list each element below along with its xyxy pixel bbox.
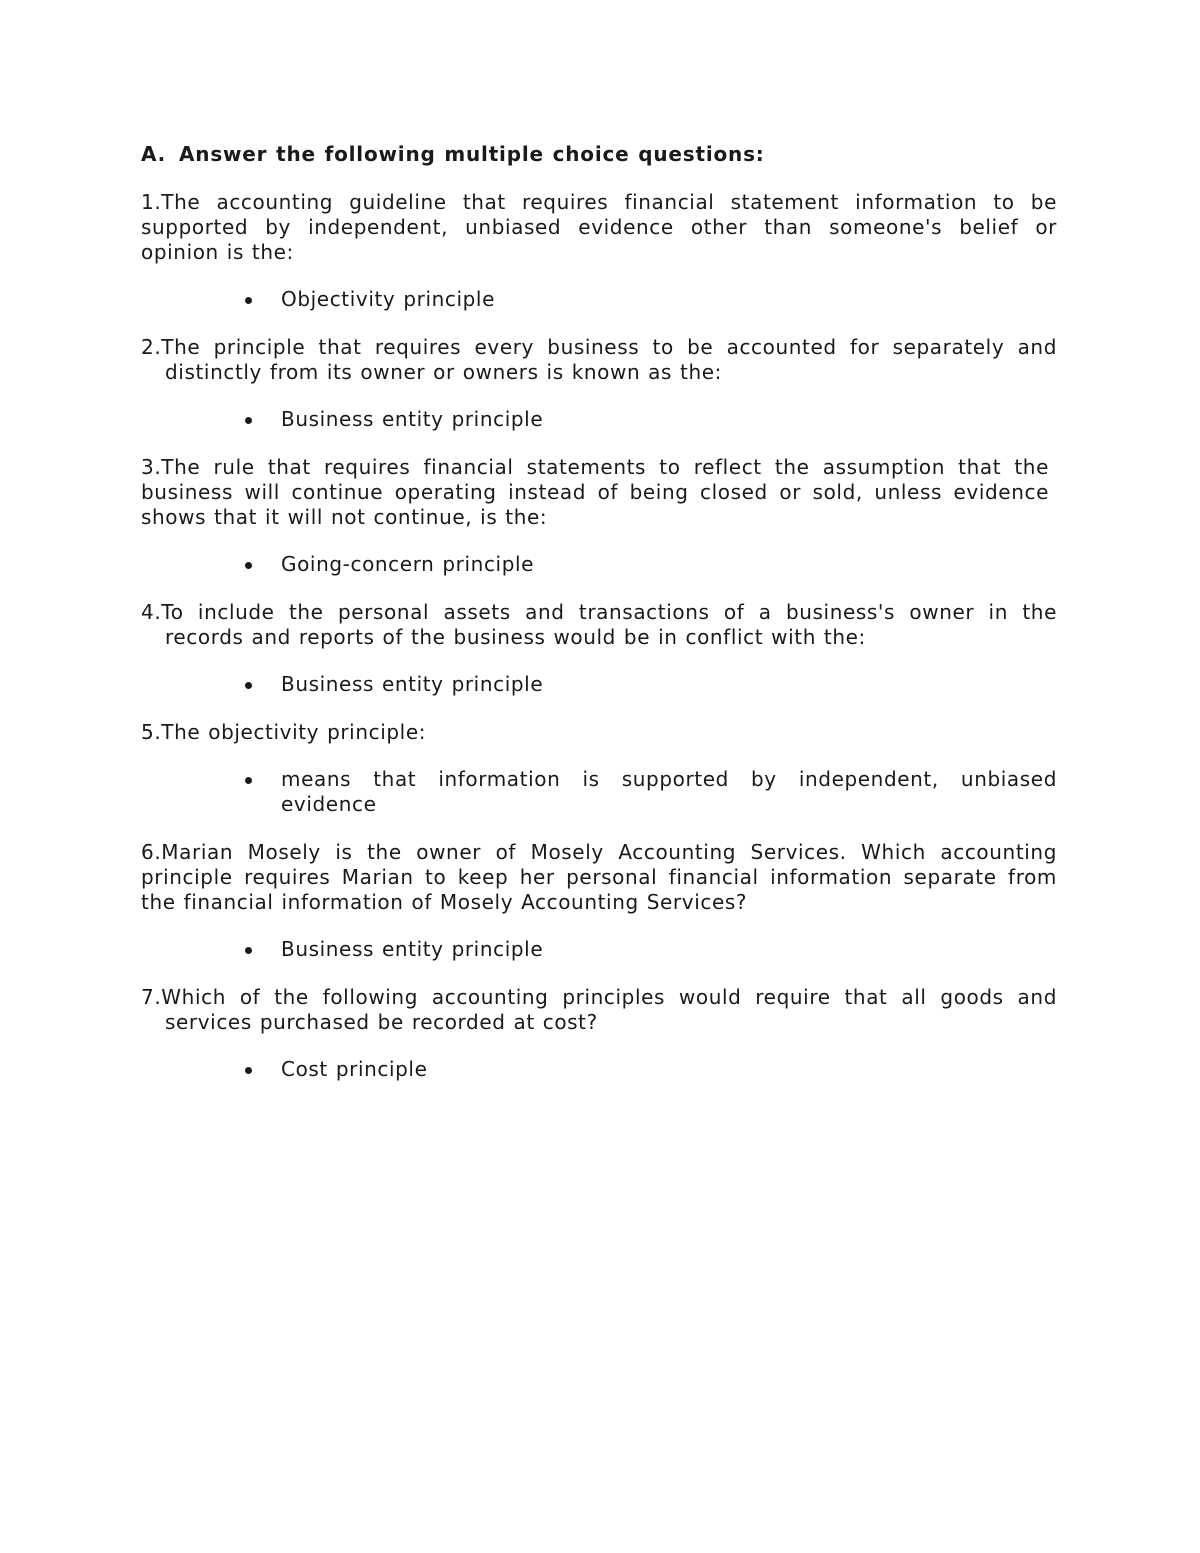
answer-list-4 — [141, 672, 1057, 697]
answer-list-5 — [141, 767, 1057, 817]
question-text: The accounting guideline that requires financial statement information to be supported by independent, unbiased evidence other than someone's belief or opinion is the: — [141, 190, 1057, 264]
question-text: To include the personal assets and transactions of a business's owner in the records and reports of the business would be in conflict with the: — [161, 600, 1057, 649]
answer-item — [245, 407, 1057, 432]
answer-list-3 — [141, 552, 1057, 577]
bullet-icon — [245, 682, 252, 689]
question-5 — [141, 720, 1057, 745]
section-letter: A. — [141, 142, 167, 166]
bullet-icon — [245, 417, 252, 424]
question-text: The objectivity principle: — [161, 720, 427, 744]
answer-text: Objectivity principle — [281, 287, 495, 311]
answer-text: Business entity principle — [281, 672, 544, 696]
bullet-icon — [245, 297, 252, 304]
question-number: 2. — [141, 335, 162, 359]
answer-list-2 — [141, 407, 1057, 432]
question-3 — [141, 455, 1057, 530]
answer-item — [245, 552, 1057, 577]
question-number: 4. — [141, 600, 162, 624]
bullet-icon — [245, 562, 252, 569]
question-text: Which of the following accounting principles would require that all goods and services purchased be recorded at cost? — [161, 985, 1057, 1034]
question-6 — [141, 840, 1057, 915]
question-7 — [141, 985, 1057, 1035]
answer-item — [245, 672, 1057, 697]
answer-item — [245, 937, 1057, 962]
document-body — [141, 140, 1057, 1105]
answer-text: Business entity principle — [281, 937, 544, 961]
question-text: The principle that requires every business to be accounted for separately and distinctly from its owner or owners is known as the: — [161, 335, 1057, 384]
question-4 — [141, 600, 1057, 650]
section-heading — [141, 140, 1057, 168]
answer-list-6 — [141, 937, 1057, 962]
question-text: Marian Mosely is the owner of Mosely Accounting Services. Which accounting principle requires Marian to keep her personal financial information separate from the financial information of Mosely Accounting Services? — [141, 840, 1057, 914]
section-title: Answer the following multiple choice questions: — [179, 142, 765, 166]
answer-text: Cost principle — [281, 1057, 428, 1081]
bullet-icon — [245, 947, 252, 954]
question-number: 5. — [141, 720, 162, 744]
answer-text: means that information is supported by independent, unbiased evidence — [281, 767, 1057, 816]
question-1 — [141, 190, 1057, 265]
answer-item — [245, 767, 1057, 817]
answer-list-1 — [141, 287, 1057, 312]
answer-item — [245, 287, 1057, 312]
answer-text: Business entity principle — [281, 407, 544, 431]
bullet-icon — [245, 777, 252, 784]
answer-list-7 — [141, 1057, 1057, 1082]
question-number: 6. — [141, 840, 162, 864]
question-number: 1. — [141, 190, 162, 214]
question-number: 3. — [141, 455, 162, 479]
question-number: 7. — [141, 985, 162, 1009]
bullet-icon — [245, 1067, 252, 1074]
question-2 — [141, 335, 1057, 385]
question-text: The rule that requires financial statements to reflect the assumption that the business will continue operating instead of being closed or sold, unless evidence shows that it will not continue, is the: — [141, 455, 1049, 529]
answer-item — [245, 1057, 1057, 1082]
answer-text: Going-concern principle — [281, 552, 535, 576]
